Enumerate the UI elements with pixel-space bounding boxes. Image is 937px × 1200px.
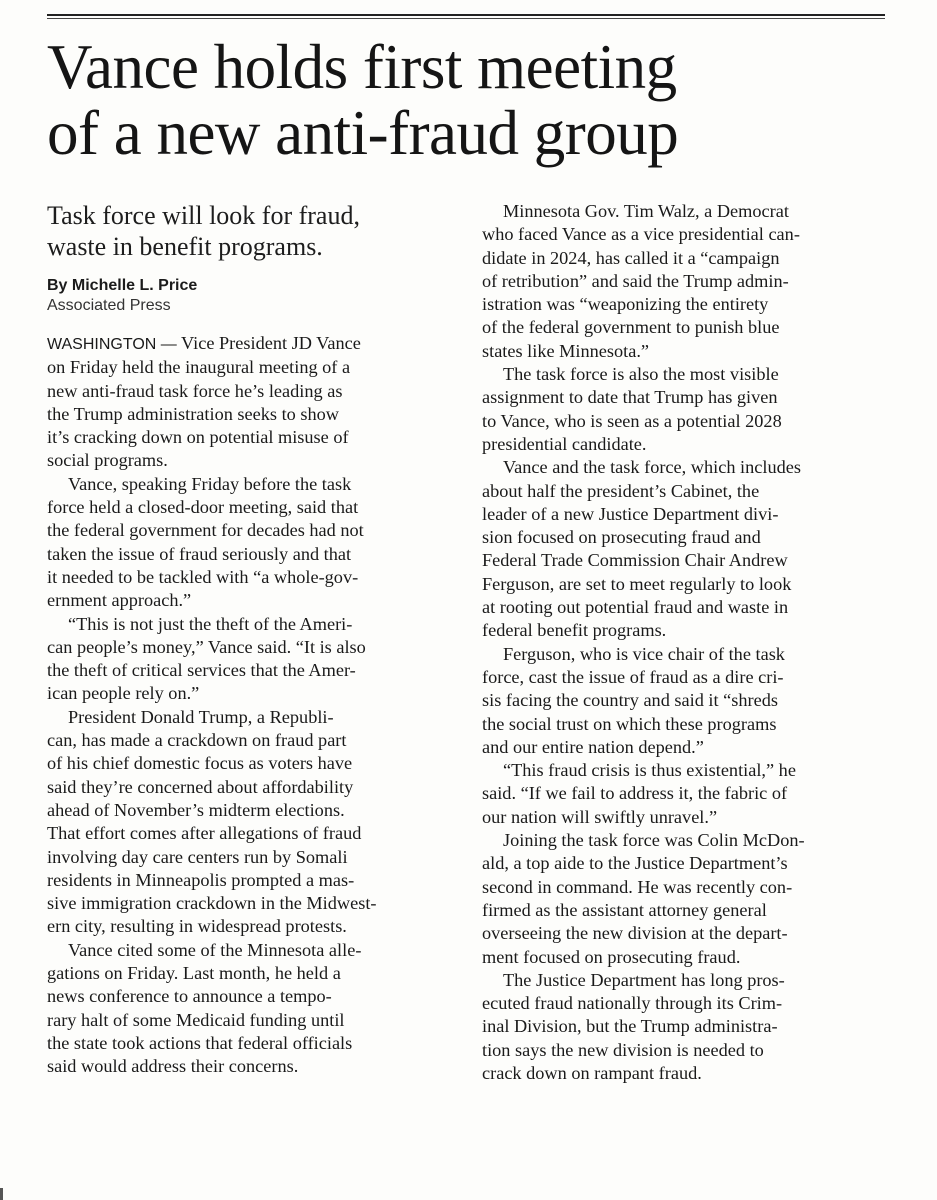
text-line: the federal government for decades had not (47, 520, 364, 541)
text-line: ecuted fraud nationally through its Crim- (482, 993, 783, 1014)
text-line: Joining the task force was Colin McDon- (503, 830, 805, 851)
text-line: ald, a top aide to the Justice Department’s (482, 853, 788, 874)
paragraph (47, 706, 447, 939)
text-line: istration was “weaponizing the entirety (482, 294, 769, 315)
text-line: who faced Vance as a vice presidential can- (482, 224, 800, 245)
text-line: on Friday held the inaugural meeting of a (47, 357, 351, 378)
text-line: can people’s money,” Vance said. “It is also (47, 636, 366, 657)
text-line: involving day care centers run by Somali (47, 846, 348, 867)
paragraph (482, 643, 882, 759)
text-line: to Vance, who is seen as a potential 2028 (482, 410, 782, 431)
text-line: ern city, resulting in widespread protests. (47, 916, 347, 937)
deck (47, 200, 447, 262)
text-line: Vance, speaking Friday before the task (68, 473, 352, 494)
text-line: the social trust on which these programs (482, 713, 777, 734)
text-line (47, 332, 447, 356)
headline-line: Vance holds first meeting (47, 32, 677, 102)
text-line: That effort comes after allegations of fraud (47, 823, 362, 844)
text-line: it needed to be tackled with “a whole-gov- (47, 566, 359, 587)
page-edge-mark (0, 1188, 3, 1200)
paragraph (482, 456, 882, 642)
text-line: Ferguson, who is vice chair of the task (503, 643, 785, 664)
text-line: tion says the new division is needed to (482, 1039, 764, 1060)
article-body-right (482, 200, 882, 1085)
headline (47, 34, 907, 166)
text-line: residents in Minneapolis prompted a mas- (47, 869, 355, 890)
text-line: federal benefit programs. (482, 620, 667, 641)
text-line: “This fraud crisis is thus existential,” he (503, 760, 796, 781)
article-column-left (47, 200, 447, 1079)
paragraph (482, 759, 882, 829)
text-line: of the federal government to punish blue (482, 317, 780, 338)
paragraph (47, 473, 447, 613)
text-line: Vance cited some of the Minnesota alle- (68, 939, 362, 960)
paragraph (482, 969, 882, 1085)
text-line: presidential candidate. (482, 433, 647, 454)
text-line: the state took actions that federal officials (47, 1032, 353, 1053)
text-line: rary halt of some Medicaid funding until (47, 1009, 345, 1030)
text-line: overseeing the new division at the depart- (482, 923, 788, 944)
deck-line: Task force will look for fraud, (47, 201, 360, 230)
text-line: assignment to date that Trump has given (482, 387, 778, 408)
text-line: of retribution” and said the Trump admin- (482, 270, 789, 291)
text-line: said they’re concerned about affordability (47, 776, 354, 797)
paragraph (47, 939, 447, 1079)
text-line: The Justice Department has long pros- (503, 969, 785, 990)
text-line: President Donald Trump, a Republi- (68, 706, 334, 727)
article-column-right (482, 200, 882, 1085)
text-line: crack down on rampant fraud. (482, 1062, 702, 1083)
text-line: Minnesota Gov. Tim Walz, a Democrat (503, 201, 789, 221)
text-line: new anti-fraud task force he’s leading as (47, 380, 343, 401)
text-line: and our entire nation depend.” (482, 736, 704, 757)
text-line: inal Division, but the Trump administra- (482, 1016, 778, 1037)
text-line: about half the president’s Cabinet, the (482, 480, 760, 501)
article-body-left (47, 332, 447, 1079)
text-line: ernment approach.” (47, 590, 192, 611)
text-line: the theft of critical services that the Amer- (47, 660, 356, 681)
text-line: “This is not just the theft of the Ameri- (68, 613, 353, 634)
text-line: said would address their concerns. (47, 1056, 299, 1077)
dateline: WASHINGTON — (47, 336, 177, 353)
text-line-rest: Vice President JD Vance (176, 333, 361, 353)
text-line: of his chief domestic focus as voters have (47, 753, 353, 774)
text-line: Vance and the task force, which includes (503, 457, 801, 478)
text-line: our nation will swiftly unravel.” (482, 806, 718, 827)
text-line: The task force is also the most visible (503, 364, 779, 385)
text-line: news conference to announce a tempo- (47, 986, 332, 1007)
text-line: Federal Trade Commission Chair Andrew (482, 550, 788, 571)
text-line: it’s cracking down on potential misuse of (47, 427, 349, 448)
text-line: second in command. He was recently con- (482, 876, 793, 897)
paragraph (47, 332, 447, 473)
deck-line: waste in benefit programs. (47, 232, 323, 261)
text-line: can, has made a crackdown on fraud part (47, 730, 347, 751)
headline-line: of a new anti-fraud group (47, 98, 679, 168)
text-line: taken the issue of fraud seriously and that (47, 543, 352, 564)
text-line: ican people rely on.” (47, 683, 200, 704)
text-line: states like Minnesota.” (482, 340, 650, 361)
paragraph (482, 363, 882, 456)
top-rule-thin (47, 18, 885, 19)
text-line: didate in 2024, has called it a “campaign (482, 247, 780, 268)
text-line: ahead of November’s midterm elections. (47, 799, 345, 820)
text-line: sis facing the country and said it “shreds (482, 690, 778, 711)
text-line: force held a closed-door meeting, said that (47, 497, 359, 518)
paragraph (482, 829, 882, 969)
text-line: gations on Friday. Last month, he held a (47, 963, 341, 984)
agency: Associated Press (47, 297, 171, 314)
text-line: social programs. (47, 450, 168, 471)
text-line: at rooting out potential fraud and waste in (482, 597, 789, 618)
text-line: sion focused on prosecuting fraud and (482, 527, 761, 548)
paragraph (47, 613, 447, 706)
text-line: said. “If we fail to address it, the fabric of (482, 783, 788, 804)
top-rule (47, 14, 885, 16)
text-line: force, cast the issue of fraud as a dire cri- (482, 666, 784, 687)
text-line: sive immigration crackdown in the Midwest- (47, 893, 377, 914)
text-line: firmed as the assistant attorney general (482, 899, 767, 920)
text-line: ment focused on prosecuting fraud. (482, 946, 741, 967)
text-line: Ferguson, are set to meet regularly to look (482, 573, 792, 594)
paragraph (482, 200, 882, 363)
text-line: the Trump administration seeks to show (47, 403, 339, 424)
text-line: leader of a new Justice Department divi- (482, 503, 779, 524)
byline: By Michelle L. Price (47, 277, 198, 294)
